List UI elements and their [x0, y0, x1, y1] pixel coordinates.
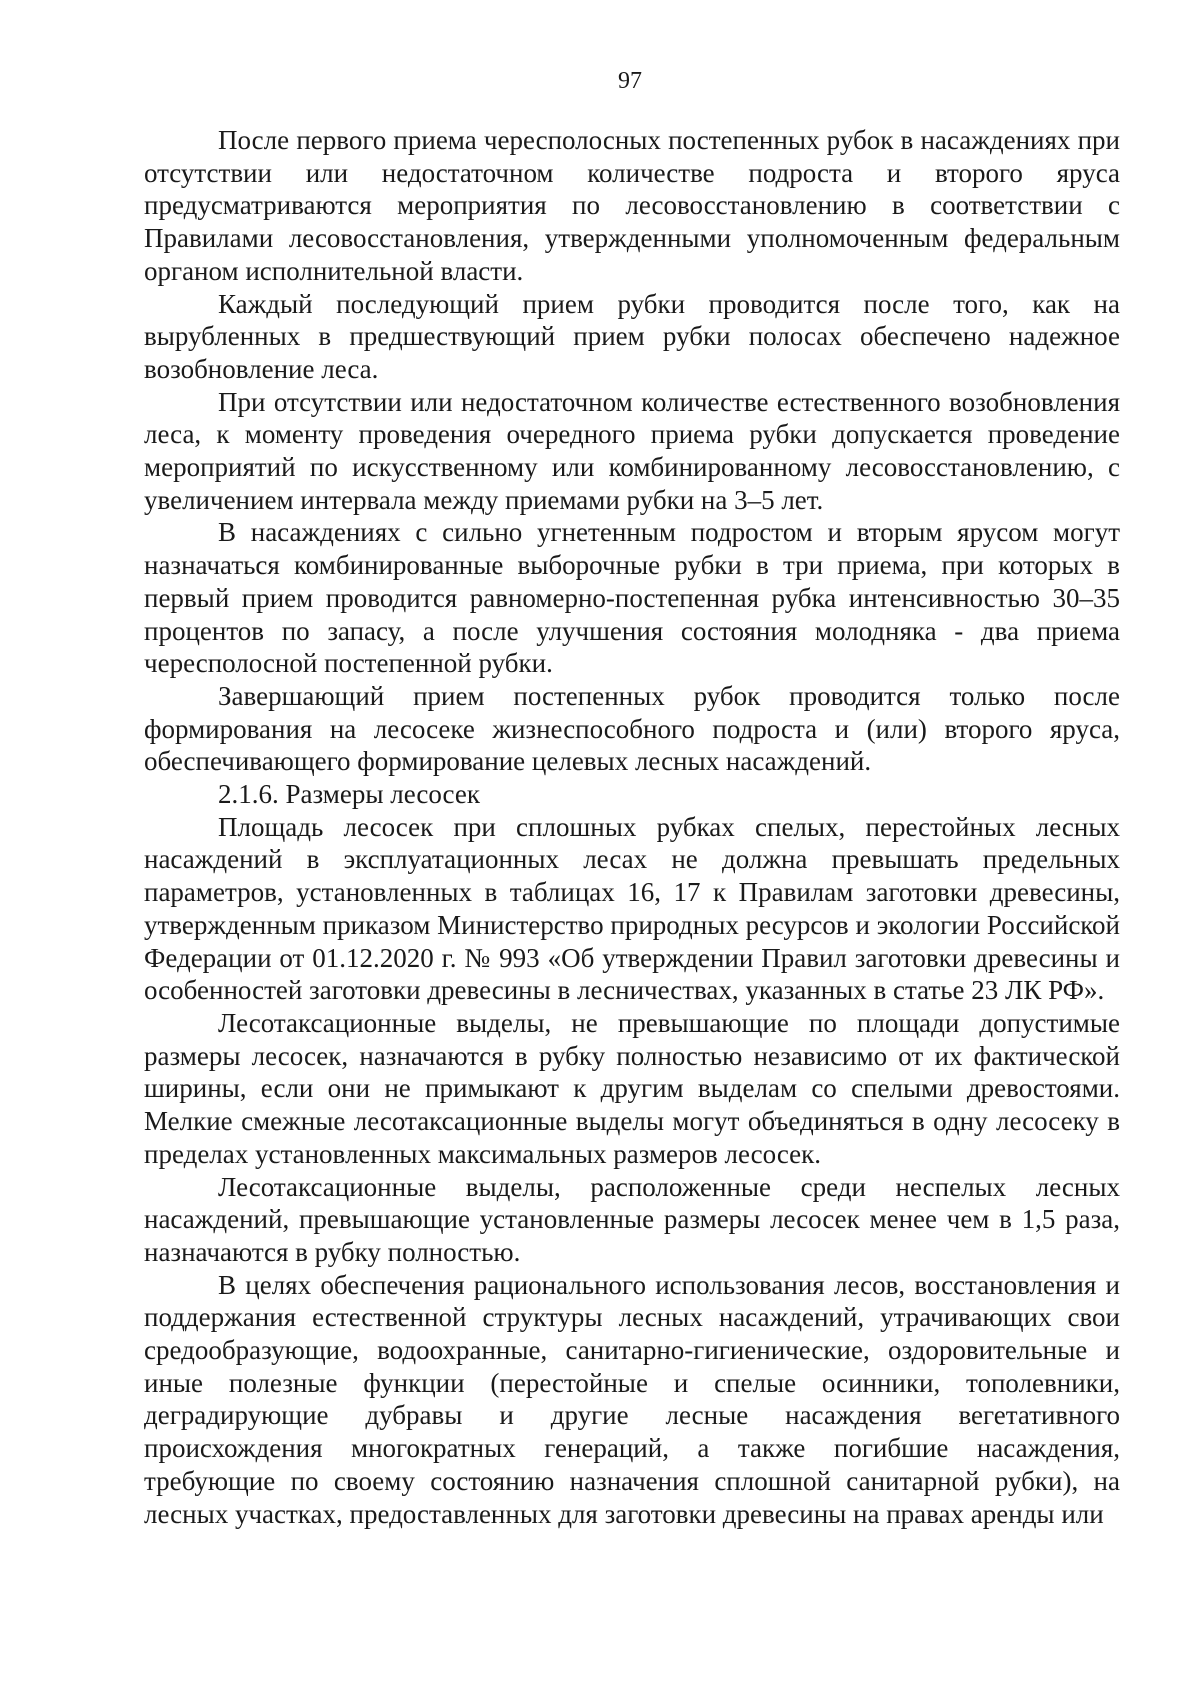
paragraph-stands-among-immature: Лесотаксационные выделы, расположенные среди неспелых лесных насаждений, превышающие установленные размеры лесосек менее чем в 1,5 раза, назначаются в рубку полностью.	[144, 1171, 1120, 1267]
page-body	[144, 124, 1120, 1530]
paragraph-insufficient-regeneration: При отсутствии или недостаточном количестве естественного возобновления леса, к моменту проведения очередного приема рубки допускается проведение мероприятий по искусственному или комбинированному лесовосстановлению, с увеличением интервала между приемами рубки на 3–5 лет.	[144, 386, 1120, 515]
section-heading: 2.1.6. Размеры лесосек	[218, 779, 480, 810]
paragraph-first-stage-measures: После первого приема чересполосных постепенных рубок в насаждениях при отсутствии или недостаточном количестве подроста и второго яруса предусматриваются мероприятия по лесовосстановлению в соответствии с Правилами лесовосстановления, утвержденными уполномоченным федеральным органом исполнительной власти.	[144, 125, 1120, 286]
paragraph-combined-selective-cutting: В насаждениях с сильно угнетенным подростом и вторым ярусом могут назначаться комбинированные выборочные рубки в три приема, при которых в первый прием проводится равномерно-постепенная рубка интенсивностью 30–35 процентов по запасу, а после улучшения состояния молодняка - два приема чересполосной постепенной рубки.	[144, 517, 1120, 679]
paragraph-stands-within-limits: Лесотаксационные выделы, не превышающие по площади допустимые размеры лесосек, назначаются в рубку полностью независимо от их фактической ширины, если они не примыкают к другим выделам со спелыми древостоями. Мелкие смежные лесотаксационные выделы могут объединяться в одну лесосеку в пределах установленных максимальных размеров лесосек.	[144, 1007, 1120, 1169]
paragraph-final-stage: Завершающий прием постепенных рубок проводится только после формирования на лесосеке жизнеспособного подроста и (или) второго яруса, обеспечивающего формирование целевых лесных насаждений.	[144, 680, 1120, 777]
page-number: 97	[618, 68, 642, 94]
paragraph-subsequent-stage: Каждый последующий прием рубки проводится после того, как на вырубленных в предшествующий прием рубки полосах обеспечено надежное возобновление леса.	[144, 288, 1120, 384]
paragraph-rational-forest-use: В целях обеспечения рационального использования лесов, восстановления и поддержания естественной структуры лесных насаждений, утрачивающих свои средообразующие, водоохранные, санитарно-гигиенические, оздоровительные и иные полезные функции (перестойные и спелые осинники, тополевники, деградирующие дубравы и другие лесные насаждения вегетативного происхождения многократных генераций, а также погибшие насаждения, требующие по своему состоянию назначения сплошной санитарной рубки), на лесных участках, предоставленных для заготовки древесины на правах аренды или	[144, 1269, 1120, 1529]
paragraph-cutting-area-size: Площадь лесосек при сплошных рубках спелых, перестойных лесных насаждений в эксплуатационных лесах не должна превышать предельных параметров, установленных в таблицах 16, 17 к Правилам заготовки древесины, утвержденным приказом Министерство природных ресурсов и экологии Российской Федерации от 01.12.2020 г. № 993 «Об утверждении Правил заготовки древесины и особенностей заготовки древесины в лесничествах, указанных в статье 23 ЛК РФ».	[144, 811, 1120, 1006]
